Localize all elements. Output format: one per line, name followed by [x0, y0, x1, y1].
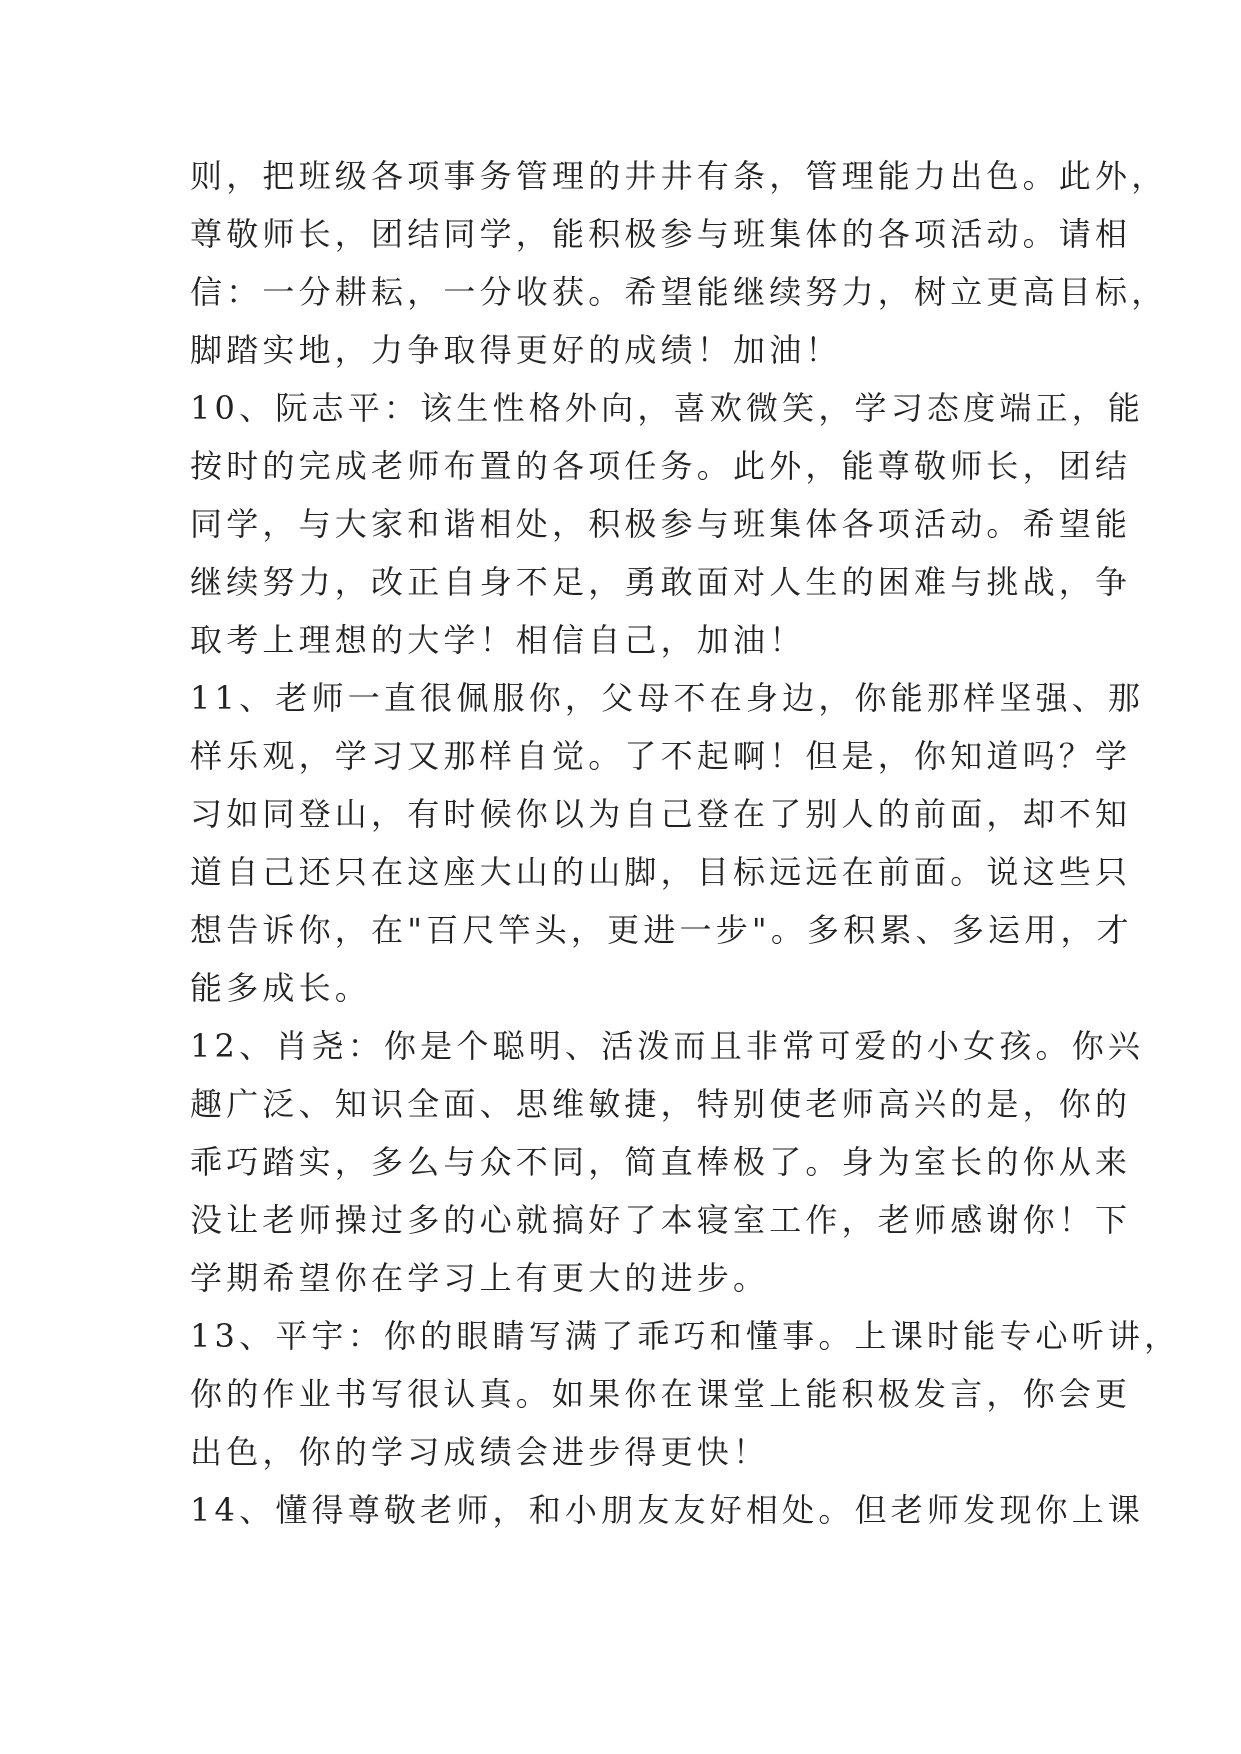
text-line: 脚踏实地，力争取得更好的成绩！加油！ — [190, 331, 842, 369]
text-line: 13、平宇：你的眼睛写满了乖巧和懂事。上课时能专心听讲， — [190, 1317, 1181, 1355]
text-line: 同学，与大家和谐相处，积极参与班集体各项活动。希望能 — [190, 505, 1132, 543]
text-line: 10、阮志平：该生性格外向，喜欢微笑，学习态度端正，能 — [190, 389, 1145, 427]
text-line: 样乐观，学习又那样自觉。了不起啊！但是，你知道吗？学 — [190, 737, 1132, 775]
text-line: 乖巧踏实，多么与众不同，简直棒极了。身为室长的你从来 — [190, 1143, 1132, 1181]
text-line: 你的作业书写很认真。如果你在课堂上能积极发言，你会更 — [190, 1375, 1132, 1413]
text-line: 习如同登山，有时候你以为自己登在了别人的前面，却不知 — [190, 795, 1132, 833]
text-line: 能多成长。 — [190, 969, 372, 1007]
text-line: 趣广泛、知识全面、思维敏捷，特别使老师高兴的是，你的 — [190, 1085, 1132, 1123]
text-line: 则，把班级各项事务管理的井井有条，管理能力出色。此外， — [190, 157, 1168, 195]
text-line: 出色，你的学习成绩会进步得更快！ — [190, 1433, 770, 1471]
text-line: 想告诉你，在"百尺竿头，更进一步"。多积累、多运用，才 — [190, 911, 1133, 949]
text-line: 尊敬师长，团结同学，能积极参与班集体的各项活动。请相 — [190, 215, 1132, 253]
text-line: 信：一分耕耘，一分收获。希望能继续努力，树立更高目标， — [190, 273, 1168, 311]
text-line: 14、懂得尊敬老师，和小朋友友好相处。但老师发现你上课 — [190, 1491, 1145, 1529]
text-line: 道自己还只在这座大山的山脚，目标远远在前面。说这些只 — [190, 853, 1132, 891]
text-line: 11、老师一直很佩服你，父母不在身边，你能那样坚强、那 — [190, 679, 1145, 717]
text-line: 继续努力，改正自身不足，勇敢面对人生的困难与挑战，争 — [190, 563, 1132, 601]
text-line: 没让老师操过多的心就搞好了本寝室工作，老师感谢你！下 — [190, 1201, 1132, 1239]
text-line: 12、肖尧：你是个聪明、活泼而且非常可爱的小女孩。你兴 — [190, 1027, 1145, 1065]
text-line: 学期希望你在学习上有更大的进步。 — [190, 1259, 770, 1297]
text-line: 按时的完成老师布置的各项任务。此外，能尊敬师长，团结 — [190, 447, 1132, 485]
text-line: 取考上理想的大学！相信自己，加油！ — [190, 621, 806, 659]
